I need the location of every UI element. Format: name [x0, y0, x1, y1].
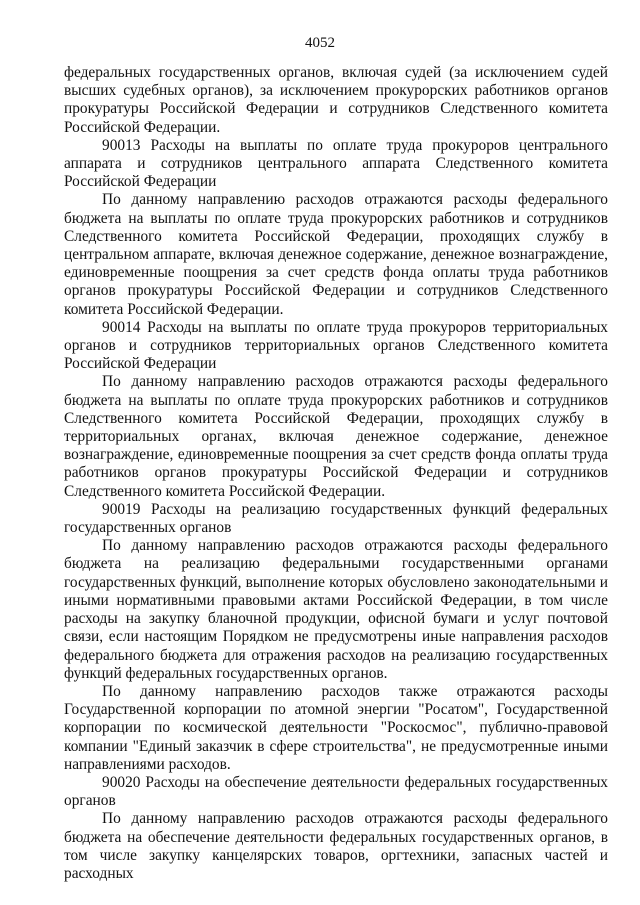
section-heading-90013: 90013 Расходы на выплаты по оплате труда прокуроров центрального аппарата и сотрудников центрального аппарата Следственного комитета Российской Федерации	[64, 136, 608, 191]
section-heading-90020: 90020 Расходы на обеспечение деятельности федеральных государственных органов	[64, 773, 608, 810]
paragraph-90020-description: По данному направлению расходов отражаются расходы федерального бюджета на обеспечение деятельности федеральных государственных органов, в том числе закупку канцелярских товаров, оргтехники, запасных частей и расходных	[64, 810, 608, 882]
section-heading-90019: 90019 Расходы на реализацию государственных функций федеральных государственных органов	[64, 500, 608, 537]
section-heading-90014: 90014 Расходы на выплаты по оплате труда прокуроров территориальных органов и сотрудников территориальных органов Следственного комитета Российской Федерации	[64, 318, 608, 373]
paragraph-continuation: федеральных государственных органов, включая судей (за исключением судей высших судебных органов), за исключением прокурорских работников органов прокуратуры Российской Федерации и сотрудников Следственного комитета Российской Федерации.	[64, 64, 608, 136]
paragraph-90014-description: По данному направлению расходов отражаются расходы федерального бюджета на выплаты по оплате труда прокурорских работников и сотрудников Следственного комитета Российской Федерации, проходящих службу в территориальных органах, включая денежное содержание, денежное вознаграждение, единовременные поощрения за счет средств фонда оплаты труда работников органов прокуратуры Российской Федерации и сотрудников Следственного комитета Российской Федерации.	[64, 373, 608, 500]
paragraph-90019-additional: По данному направлению расходов также отражаются расходы Государственной корпорации по атомной энергии "Росатом", Государственной корпорации по космической деятельности "Роскосмос", публично-правовой компании "Единый заказчик в сфере строительства", не предусмотренные иными направлениями расходов.	[64, 682, 608, 773]
paragraph-90019-description: По данному направлению расходов отражаются расходы федерального бюджета на реализацию федеральными государственными органами государственных функций, выполнение которых обусловлено законодательными и иными нормативными правовыми актами Российской Федерации, в том числе расходы на закупку бланочной продукции, офисной бумаги и услуг почтовой связи, если настоящим Порядком не предусмотрены иные направления расходов федерального бюджета для отражения расходов на реализацию государственных функций федеральных государственных органов.	[64, 537, 608, 682]
paragraph-90013-description: По данному направлению расходов отражаются расходы федерального бюджета на выплаты по оплате труда прокурорских работников и сотрудников Следственного комитета Российской Федерации, проходящих службу в центральном аппарате, включая денежное содержание, денежное вознаграждение, единовременные поощрения за счет средств фонда оплаты труда работников органов прокуратуры Российской Федерации и сотрудников Следственного комитета Российской Федерации.	[64, 191, 608, 318]
page-number: 4052	[305, 35, 335, 51]
document-body	[64, 64, 608, 883]
